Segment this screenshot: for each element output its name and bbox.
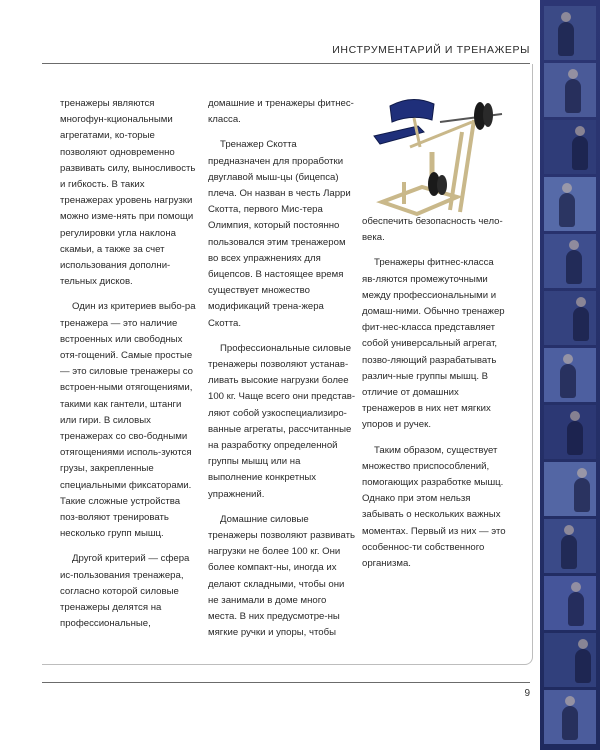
paragraph: обеспечить безопасность чело-века. <box>362 216 503 244</box>
paragraph: тренажеры являются многофун-кциональными агрегатами, ко-торые позволяют одновременно развивать силу, выносливость и гибкость. В таких тренажерах уровень нагрузки можно изме-нять при помощи регулировки угла наклона скамьи, а также за счет использования дополни-тельных дисков. <box>60 98 196 288</box>
text-column-3 <box>362 214 508 581</box>
paragraph: Другой критерий — сфера ис-пользования тренажера, согласно которой силовые тренажеры делятся на профессиональные, <box>60 553 190 630</box>
athlete-head-icon <box>561 12 571 22</box>
athlete-figure-icon <box>559 193 575 227</box>
athlete-head-icon <box>568 69 578 79</box>
athlete-head-icon <box>565 696 575 706</box>
athlete-head-icon <box>577 468 587 478</box>
paragraph: Таким образом, существует множество приспособлений, помогающих разработке мышц. Однако при этом нельзя забывать о нескольких важных моментах. Первый из них — это особеннос-ти собственного организма. <box>362 444 506 570</box>
photo-thumbnail <box>544 6 596 60</box>
athlete-figure-icon <box>562 706 578 740</box>
athlete-figure-icon <box>558 22 574 56</box>
photo-thumbnail <box>544 120 596 174</box>
athlete-figure-icon <box>574 478 590 512</box>
athlete-figure-icon <box>566 250 582 284</box>
photo-thumbnail <box>544 462 596 516</box>
athlete-head-icon <box>569 240 579 250</box>
footer-divider <box>42 682 530 683</box>
photo-thumbnail <box>544 690 596 744</box>
scott-curl-bench-icon <box>362 92 512 217</box>
photo-thumbnail <box>544 234 596 288</box>
athlete-figure-icon <box>561 535 577 569</box>
paragraph: Профессиональные силовые тренажеры позволяют устанав-ливать высокие нагрузки более 100 кг. Чаще всего они представ-ляют собой узкоспециализиро-ванные агрегаты, рассчитанные на разработку определенной группы мышц или на выполнение конкретных упражнений. <box>208 342 356 500</box>
photo-thumbnail <box>544 291 596 345</box>
text-column-1 <box>60 96 200 642</box>
paragraph: Один из критериев выбо-ра тренажера — это наличие встроенных или свободных отя-гощений. Самые простые — это силовые тренажеры со встроен-ными отягощениями, такими как гантели, штанги или гири. В силовых тренажерах со сво-бодными отягощениями исполь-зуются грузы, закрепленные специальными фиксаторами. Такие сложные устройства поз-воляют тренировать несколько групп мышц. <box>60 301 196 540</box>
athlete-figure-icon <box>567 421 583 455</box>
paragraph: Тренажер Скотта предназначен для проработки двуглавой мыш-цы (бицепса) плеча. Он назван в честь Ларри Скотта, первого Мис-тера Олимпия, который постоянно пользовался этим тренажером во всех упражнениях для бицепсов. В настоящее время существует множество модификаций трена-жера Скотта. <box>208 139 351 329</box>
paragraph: Домашние силовые тренажеры позволяют развивать нагрузки не более 100 кг. Они более компакт-ны, иногда их делают складными, чтобы они не занимали в доме много места. В них предусмотре-ны мягкие ручки и упоры, чтобы <box>208 513 356 639</box>
photo-thumbnail <box>544 348 596 402</box>
athlete-figure-icon <box>560 364 576 398</box>
photo-thumbnail <box>544 519 596 573</box>
athlete-head-icon <box>570 411 580 421</box>
athlete-head-icon <box>578 639 588 649</box>
text-column-2 <box>208 96 356 651</box>
athlete-figure-icon <box>572 136 588 170</box>
page-header-title: ИНСТРУМЕНТАРИЙ И ТРЕНАЖЕРЫ <box>332 44 530 56</box>
athlete-head-icon <box>571 582 581 592</box>
athlete-figure-icon <box>573 307 589 341</box>
athlete-figure-icon <box>565 79 581 113</box>
paragraph: Тренажеры фитнес-класса яв-ляются промежуточными между профессиональными и домаш-ними. Обычно тренажер фит-нес-класса представляет собой универсальный агрегат, позво-ляющий разрабатывать различ-ные группы мышц. В отличие от домашних тренажеров в них нет мягких упоров и ручек. <box>362 257 505 431</box>
athlete-head-icon <box>575 126 585 136</box>
photo-thumbnail <box>544 405 596 459</box>
athlete-head-icon <box>563 354 573 364</box>
page-number: 9 <box>524 688 530 699</box>
athlete-head-icon <box>564 525 574 535</box>
athlete-head-icon <box>576 297 586 307</box>
photo-thumbnail <box>544 576 596 630</box>
photo-thumbnail <box>544 63 596 117</box>
paragraph: домашние и тренажеры фитнес-класса. <box>208 98 354 126</box>
athlete-figure-icon <box>575 649 591 683</box>
photo-thumbnail <box>544 633 596 687</box>
athlete-head-icon <box>562 183 572 193</box>
photo-thumbnail <box>544 177 596 231</box>
athlete-figure-icon <box>568 592 584 626</box>
